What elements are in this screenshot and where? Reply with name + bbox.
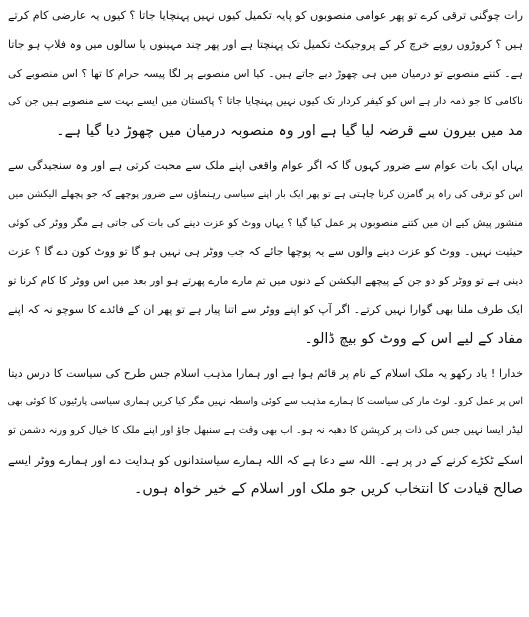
text-line: خدارا ! یاد رکھو یہ ملک اسلام کے نام پر قائم ہوا ہے اور ہمارا مذہب اسلام جس طرح کی سیاست کا درس دیتا (8, 366, 523, 380)
paragraph-1 (8, 2, 523, 146)
text-line: ہیں ؟ کروڑوں روپے خرچ کر کے پروجیکٹ تکمیل تک پہنچتا ہے اور پھر چند مہینوں یا سالوں میں وہ فلاپ ہو جاتا (8, 37, 523, 51)
text-line: صالح قیادت کا انتخاب کریں جو ملک اور اسلام کے خیر خواہ ہوں۔ (134, 480, 523, 497)
text-line: رات چوگنی ترقی کرے تو پھر عوامی منصوبوں کو پایہ تکمیل کیوں نہیں پہنچایا جاتا ؟ کیوں یہ عارضی کام کرتے (8, 9, 523, 22)
text-line: ناکامی کا جو ذمہ دار ہے اس کو کیفر کردار تک کیوں نہیں پہنچایا جاتا ؟ پاکستان میں ایسے بہت سے منصوبے ہیں جن کی (8, 96, 523, 108)
text-line: لیڈر ایسا نہیں جس کی ذات پر کرپشن کا دھبہ نہ ہو۔ اب بھی وقت ہے سنبھل جاؤ اور اپنے ملک کا خیال کرو ورنہ دشمن تو (8, 425, 523, 437)
text-line: اسکے ٹکڑے کرنے کے در پر ہے۔ اللہ سے دعا ہے کہ اللہ ہمارے سیاستدانوں کو ہدایت دے اور ہمارے ووٹر ایسے (8, 452, 523, 467)
text-line: مد میں بیرون سے قرضہ لیا گیا ہے اور وہ منصوبہ درمیان میں چھوڑ دیا گیا ہے۔ (56, 123, 523, 140)
text-line: دینی ہے تو ووٹر کو دو جن کے پیچھے الیکشن کے دنوں میں تم مارے مارے پھرتے ہو اور بعد میں اس ووٹر کا کام کرنا تو (8, 275, 523, 288)
text-line: ہے۔ کتنے منصوبے تو درمیان میں ہی چھوڑ دیے جاتے ہیں۔ کیا اس منصوبے پر لگا پیسہ حرام کا تھا ؟ اس منصوبے کی (8, 67, 523, 80)
text-line: مفاد کے لیے اس کے ووٹ کو بیچ ڈالو۔ (304, 330, 523, 347)
text-line: حیثیت نہیں۔ ووٹ کو عزت دینے والوں سے یہ پوچھا جائے کہ جب ووٹر ہی نہیں ہو گا تو ووٹ کون دے گا ؟ عزت (8, 245, 523, 259)
text-line: یہاں ایک بات عوام سے ضرور کہوں گا کہ اگر عوام واقعی اپنے ملک سے محبت کرتی ہے اور وہ سنجیدگی سے (8, 158, 523, 172)
text-line: ایک طرف ملنا بھی گوارا نہیں کرتے۔ اگر آپ کو اپنے ووٹر سے اتنا پیار ہے تو پھر ان کے فائدے کا سوچو نہ کہ اپنے (8, 302, 523, 316)
paragraph-2 (8, 152, 523, 354)
text-line: اس پر عمل کرو۔ لوٹ مار کی سیاست کا ہمارے مذہب سے کوئی واسطہ نہیں مگر کیا کریں ہماری سیاسی پارٹیوں کا کوئی بھی (8, 396, 523, 408)
text-line: منشور پیش کیے ان میں کتنے منصوبوں پر عمل کیا گیا ؟ یہاں ووٹ کو عزت دینے کی بات کی جاتی ہے مگر ووٹر کی کوئی (8, 217, 523, 229)
text-line: اس کو ترقی کی راہ پر گامزن کرنا چاہتی ہے تو پھر ایک بار اپنے سیاسی رہنماؤں سے ضرور پوچھے کہ جو پچھلے الیکشن میں (8, 188, 523, 200)
paragraph-3 (8, 360, 523, 504)
